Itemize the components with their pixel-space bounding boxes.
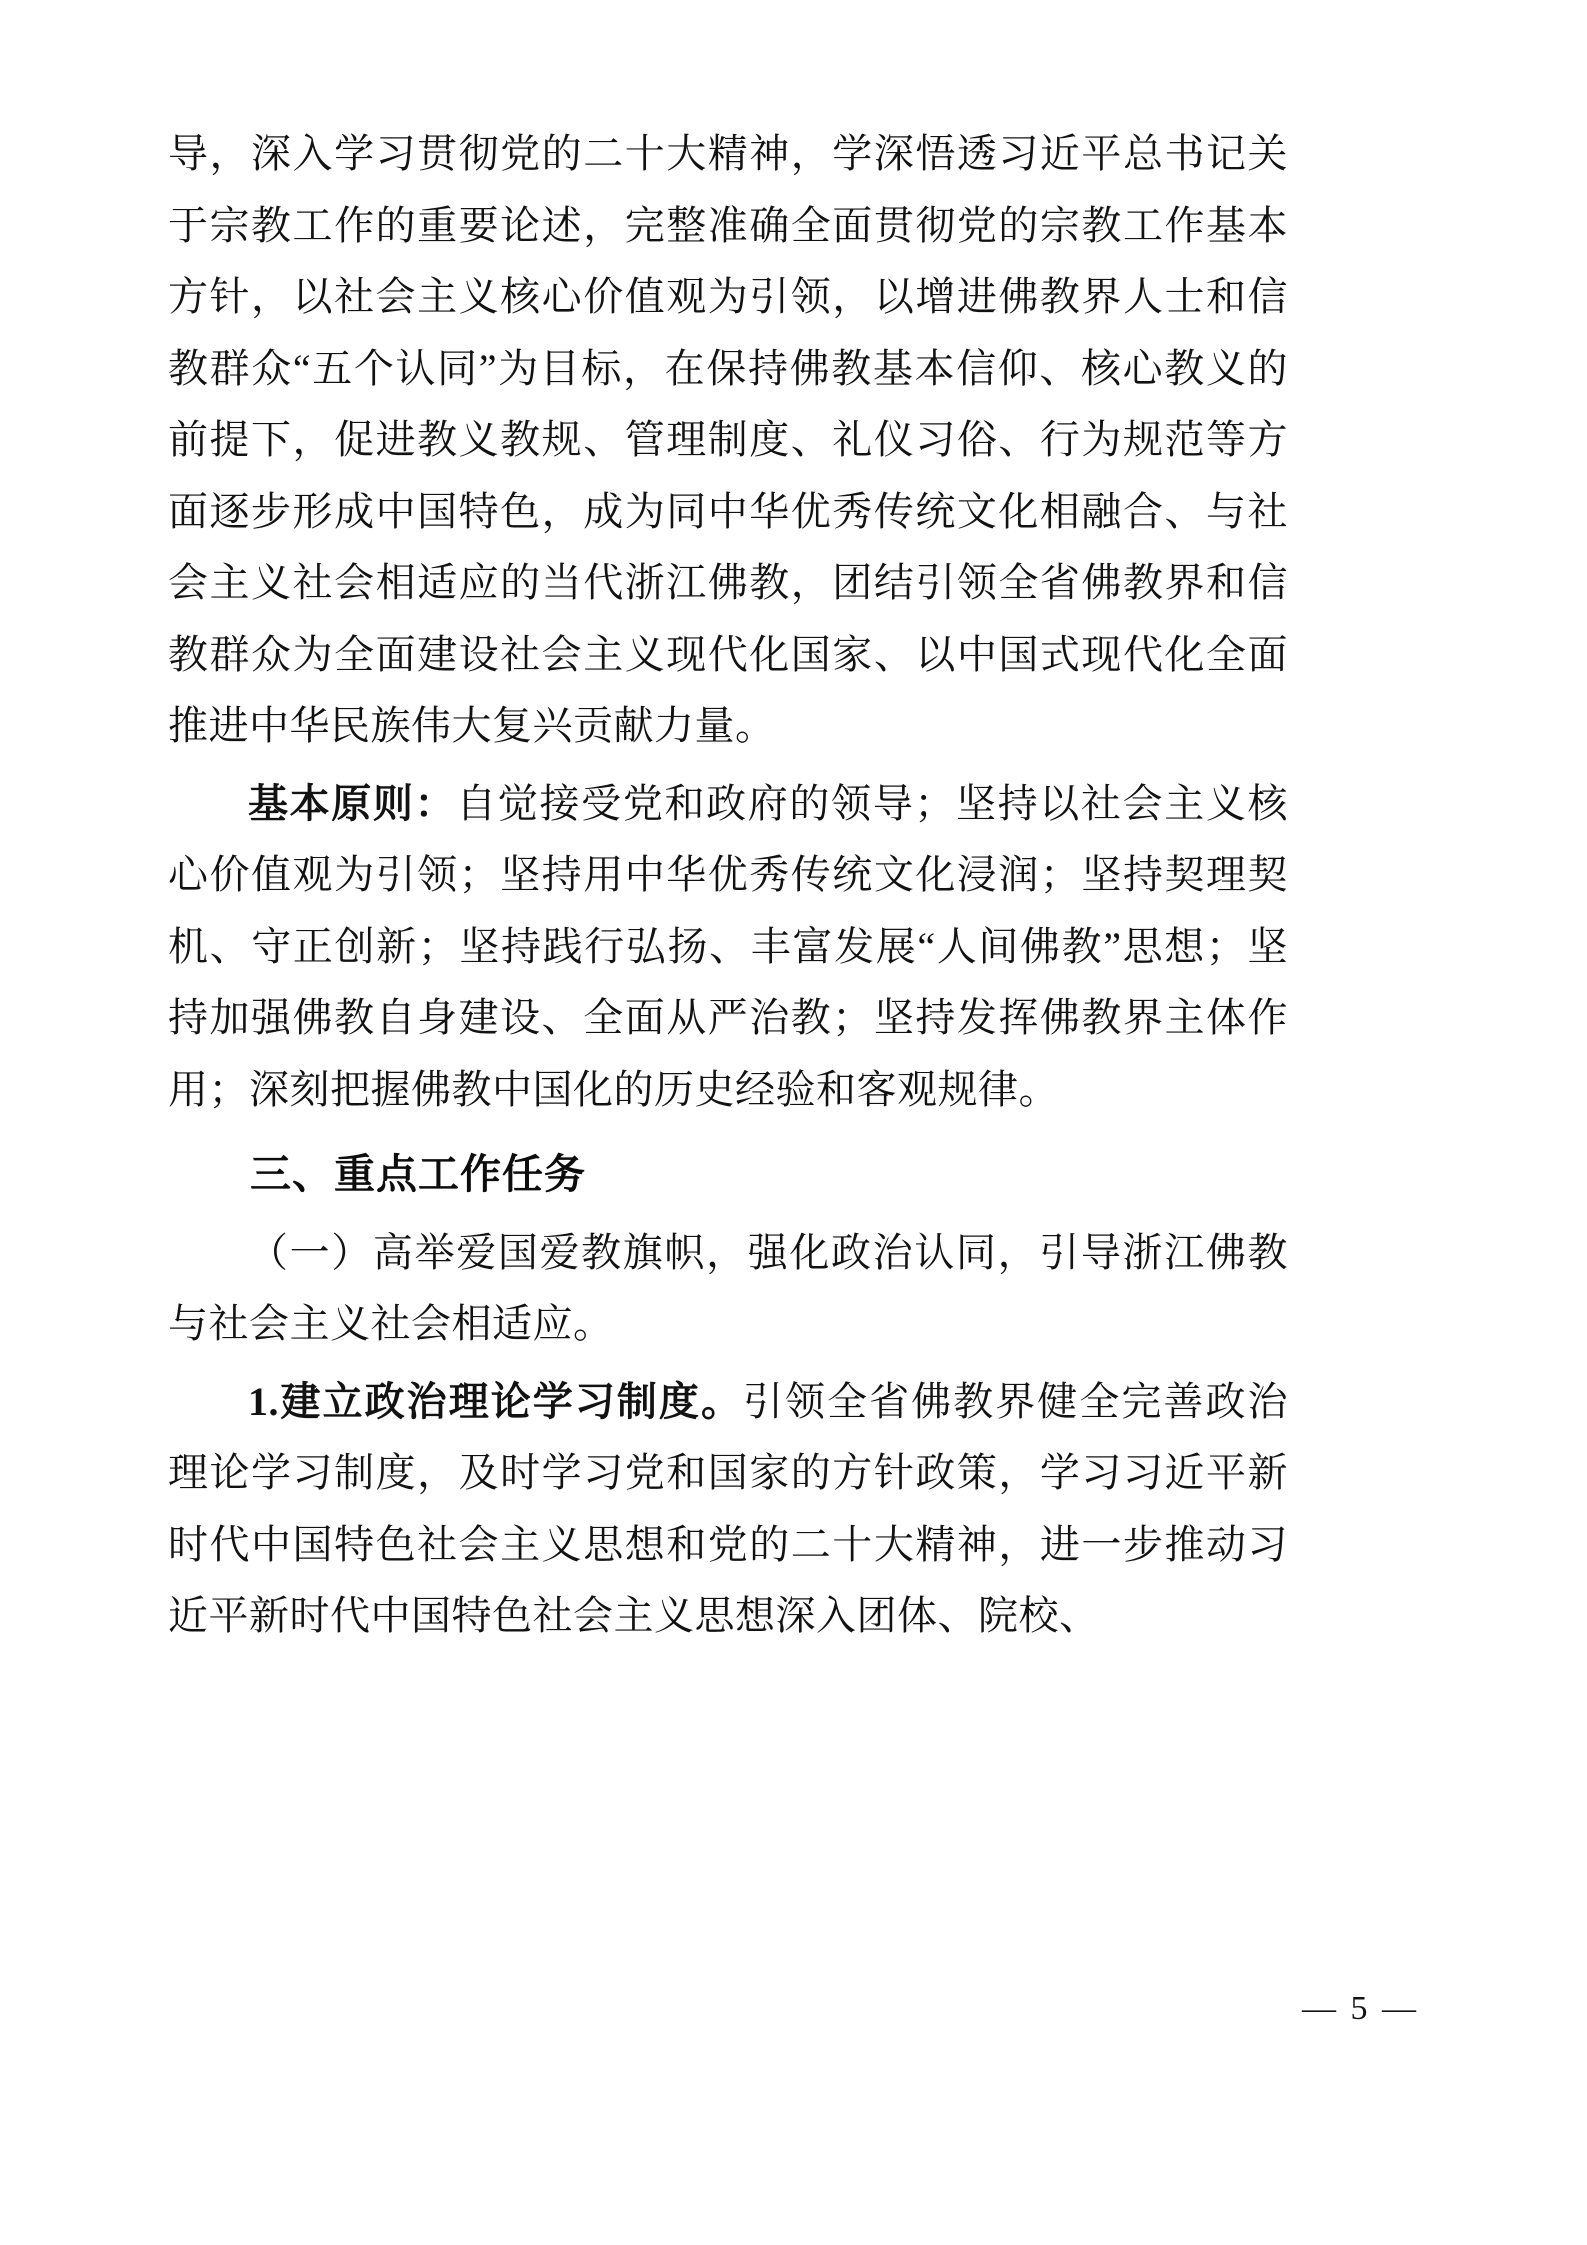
- numbered-item-1-lead: 1.建立政治理论学习制度。: [248, 1378, 743, 1424]
- numbered-item-1-text: 引领全省佛教界健全完善政治理论学习制度，及时学习党和国家的方针政策，学习习近平新时代中国特色社会主义思想和党的二十大精神，进一步推动习近平新时代中国特色社会主义思想深入团体、院校、: [168, 1378, 1288, 1638]
- basic-principles-lead: 基本原则：: [248, 780, 457, 826]
- page-number: — 5 —: [1302, 1990, 1419, 2027]
- subsection-heading-one: （一）高举爱国爱教旗帜，强化政治认同，引导浙江佛教与社会主义社会相适应。: [168, 1229, 1288, 1346]
- numbered-item-1: [168, 1366, 1288, 1652]
- paragraph-continuation: 导，深入学习贯彻党的二十大精神，学深悟透习近平总书记关于宗教工作的重要论述，完整准确全面贯彻党的宗教工作基本方针，以社会主义核心价值观为引领，以增进佛教界人士和信教群众“五个认同”为目标，在保持佛教基本信仰、核心教义的前提下，促进教义教规、管理制度、礼仪习俗、行为规范等方面逐步形成中国特色，成为同中华优秀传统文化相融合、与社会主义社会相适应的当代浙江佛教，团结引领全省佛教界和信教群众为全面建设社会主义现代化国家、以中国式现代化全面推进中华民族伟大复兴贡献力量。: [168, 131, 1288, 748]
- section-heading-key-tasks: 三、重点工作任务: [250, 1151, 586, 1197]
- paragraph-basic-principles: [168, 768, 1288, 1126]
- heading-gap-top: [168, 1125, 1288, 1139]
- page-content: [168, 118, 1288, 1652]
- basic-principles-text: 自觉接受党和政府的领导；坚持以社会主义核心价值观为引领；坚持用中华优秀传统文化浸润；坚持契理契机、守正创新；坚持践行弘扬、丰富发展“人间佛教”思想；坚持加强佛教自身建设、全面从严治教；坚持发挥佛教界主体作用；深刻把握佛教中国化的历史经验和客观规律。: [168, 780, 1289, 1112]
